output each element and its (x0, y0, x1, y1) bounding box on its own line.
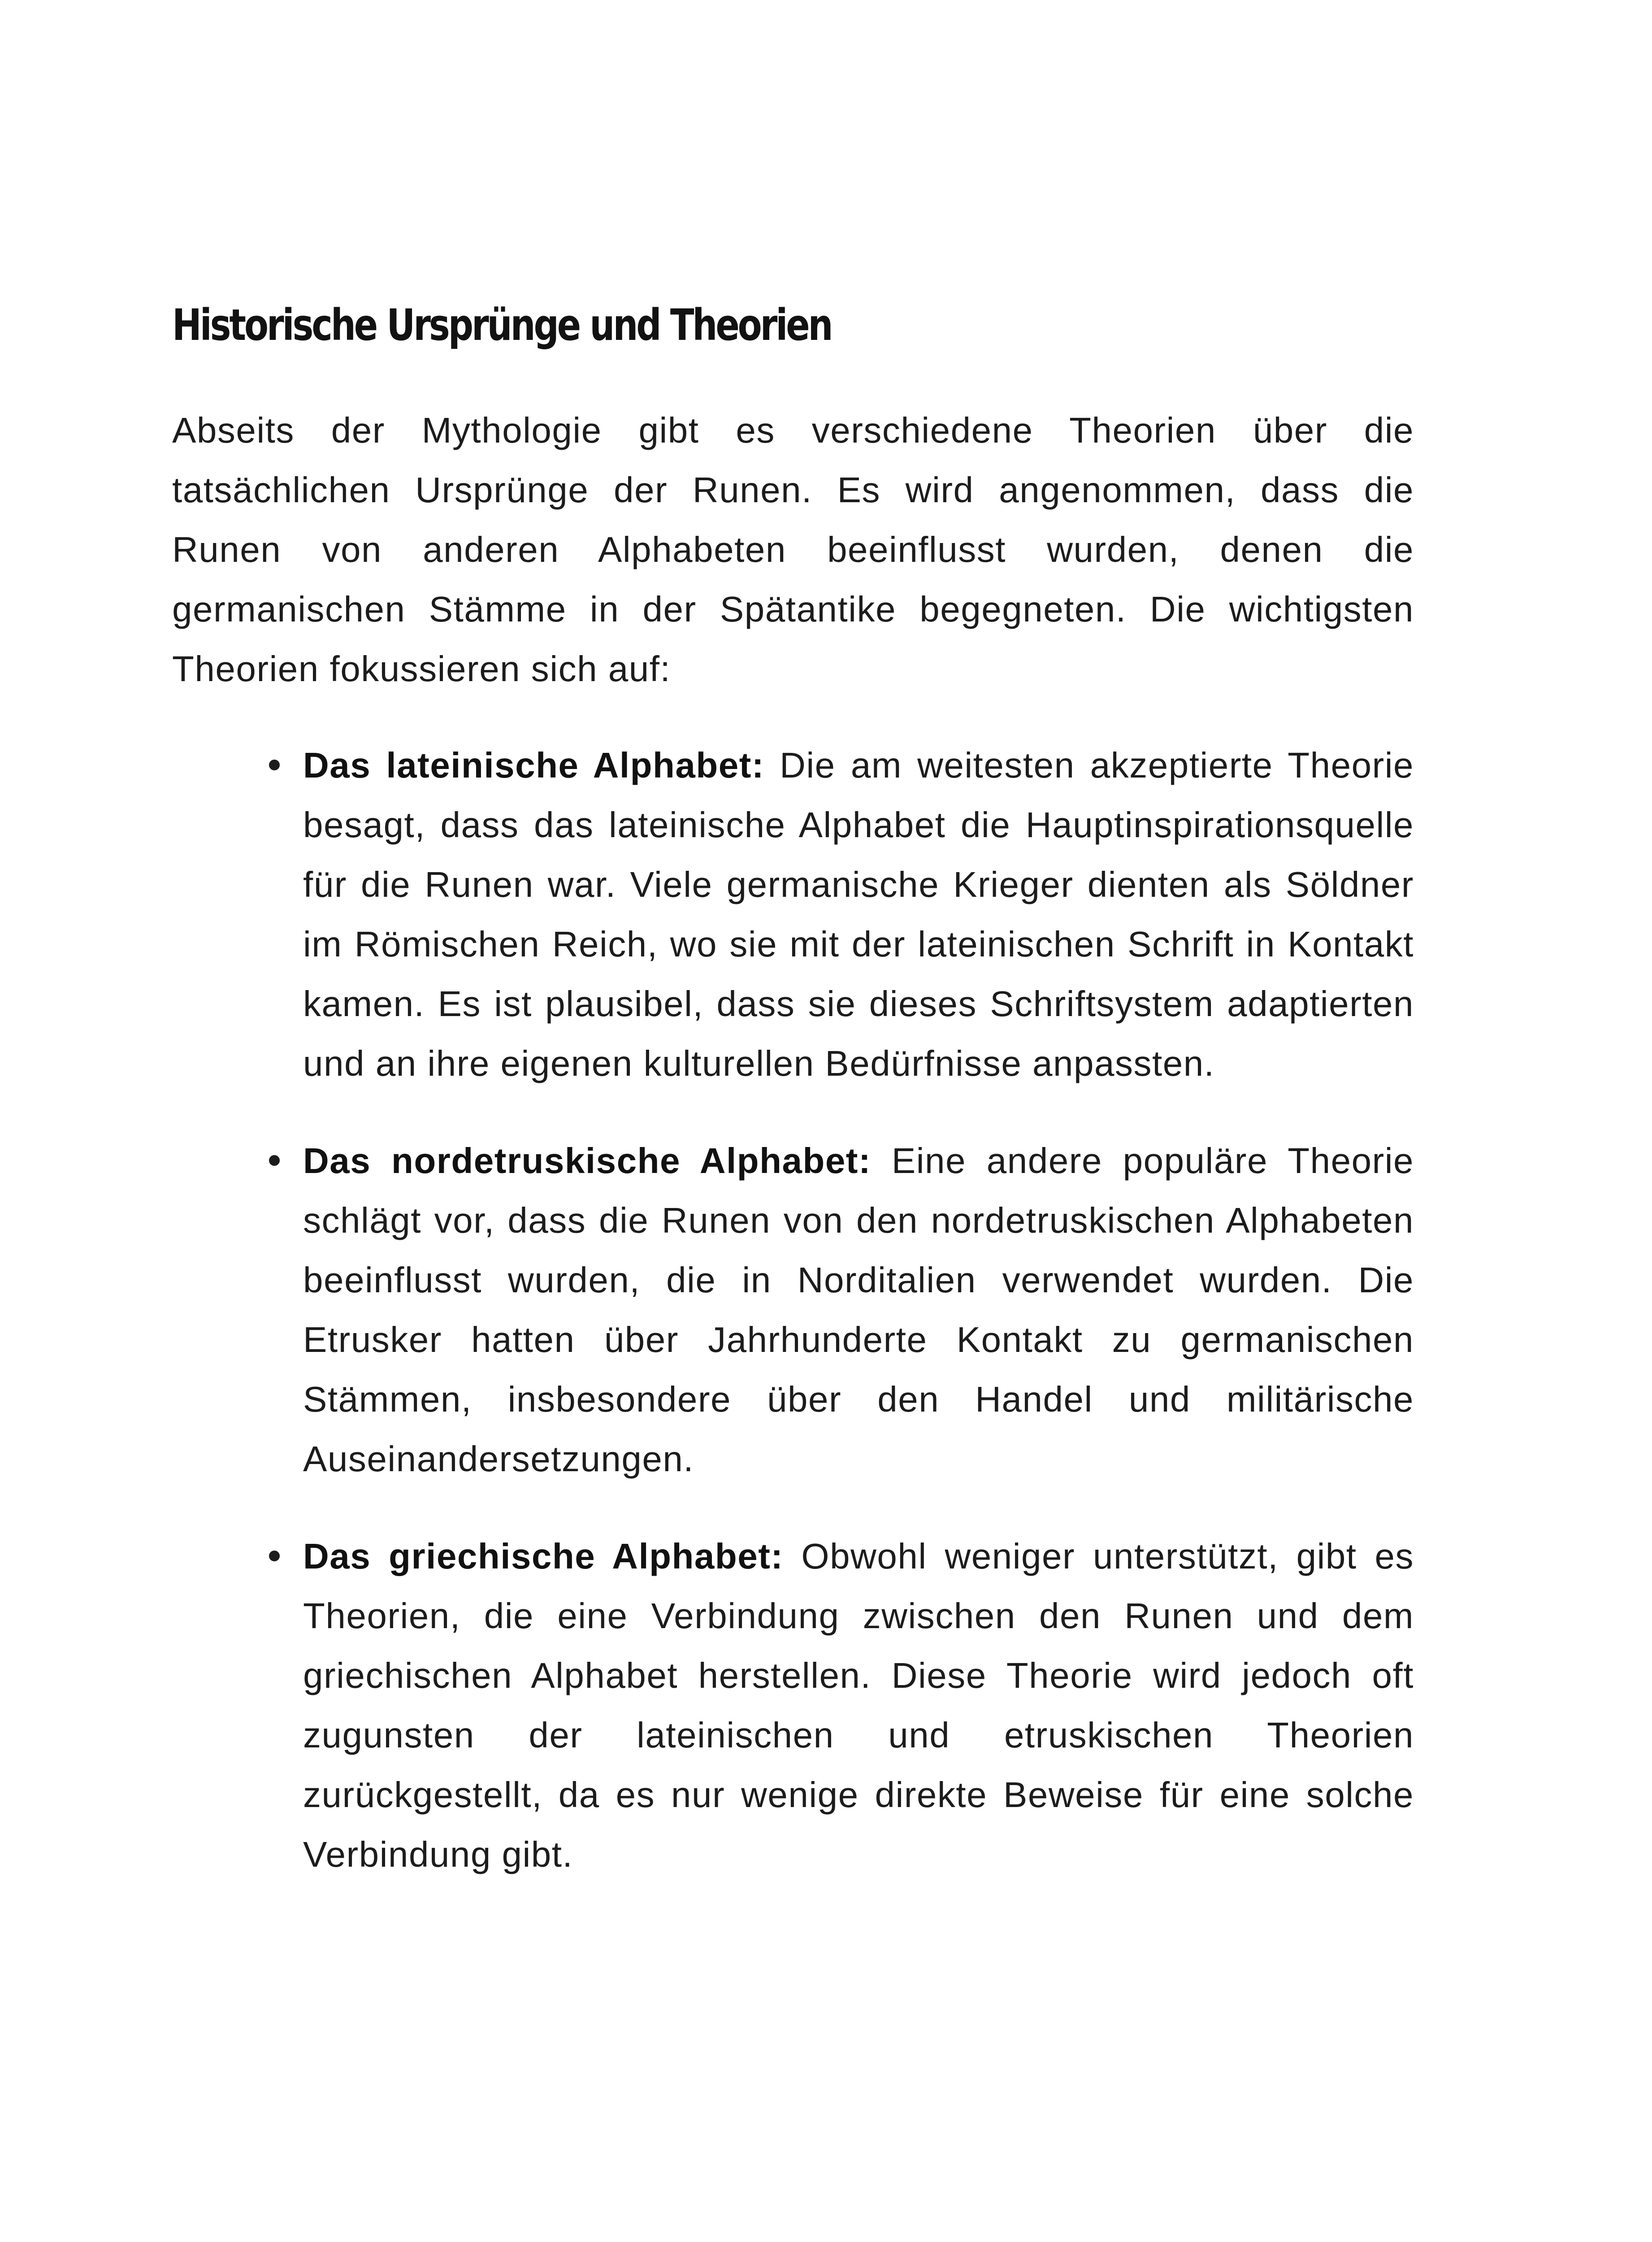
theory-list (303, 735, 1414, 1922)
theory-text: Die am weitesten akzeptierte Theorie besagt, dass das lateinische Alphabet die Hauptinspirationsquelle für die Runen war. Viele germanische Krieger dienten als Söldner im Römischen Reich, wo sie mit der lateinischen Schrift in Kontakt kamen. Es ist plausibel, dass sie dieses Schriftsystem adaptierten und an ihre eigenen kulturellen Bedürfnisse anpassten. (303, 745, 1414, 1083)
theory-text: Eine andere populäre Theorie schlägt vor, dass die Runen von den nordetruskischen Alphabeten beeinflusst wurden, die in Norditalien verwendet wurden. Die Etrusker hatten über Jahrhunderte Kontakt zu germanischen Stämmen, insbesondere über den Handel und militärische Auseinandersetzungen. (303, 1141, 1414, 1479)
intro-paragraph: Abseits der Mythologie gibt es verschiedene Theorien über die tatsächlichen Ursprünge der Runen. Es wird angenommen, dass die Runen von anderen Alphabeten beeinflusst wurden, denen die germanischen Stämme in der Spätantike begegneten. Die wichtigsten Theorien fokussieren sich auf: (172, 410, 1414, 689)
theory-item-north-etruscan (303, 1131, 1414, 1489)
theory-term: Das nordetruskische Alphabet: (303, 1141, 872, 1181)
bullet-icon (269, 1155, 280, 1166)
section-heading: Historische Ursprünge und Theorien (172, 300, 832, 350)
theory-term: Das griechische Alphabet: (303, 1536, 784, 1576)
bullet-icon (269, 760, 280, 770)
theory-term: Das lateinische Alphabet: (303, 745, 764, 785)
theory-item-latin (303, 735, 1414, 1093)
bullet-icon (269, 1551, 280, 1561)
theory-item-greek (303, 1526, 1414, 1884)
theory-text: Obwohl weniger unterstützt, gibt es Theorien, die eine Verbindung zwischen den Runen und dem griechischen Alphabet herstellen. Diese Theorie wird jedoch oft zugunsten der lateinischen und etruskischen Theorien zurückgestellt, da es nur wenige direkte Beweise für eine solche Verbindung gibt. (303, 1536, 1414, 1874)
